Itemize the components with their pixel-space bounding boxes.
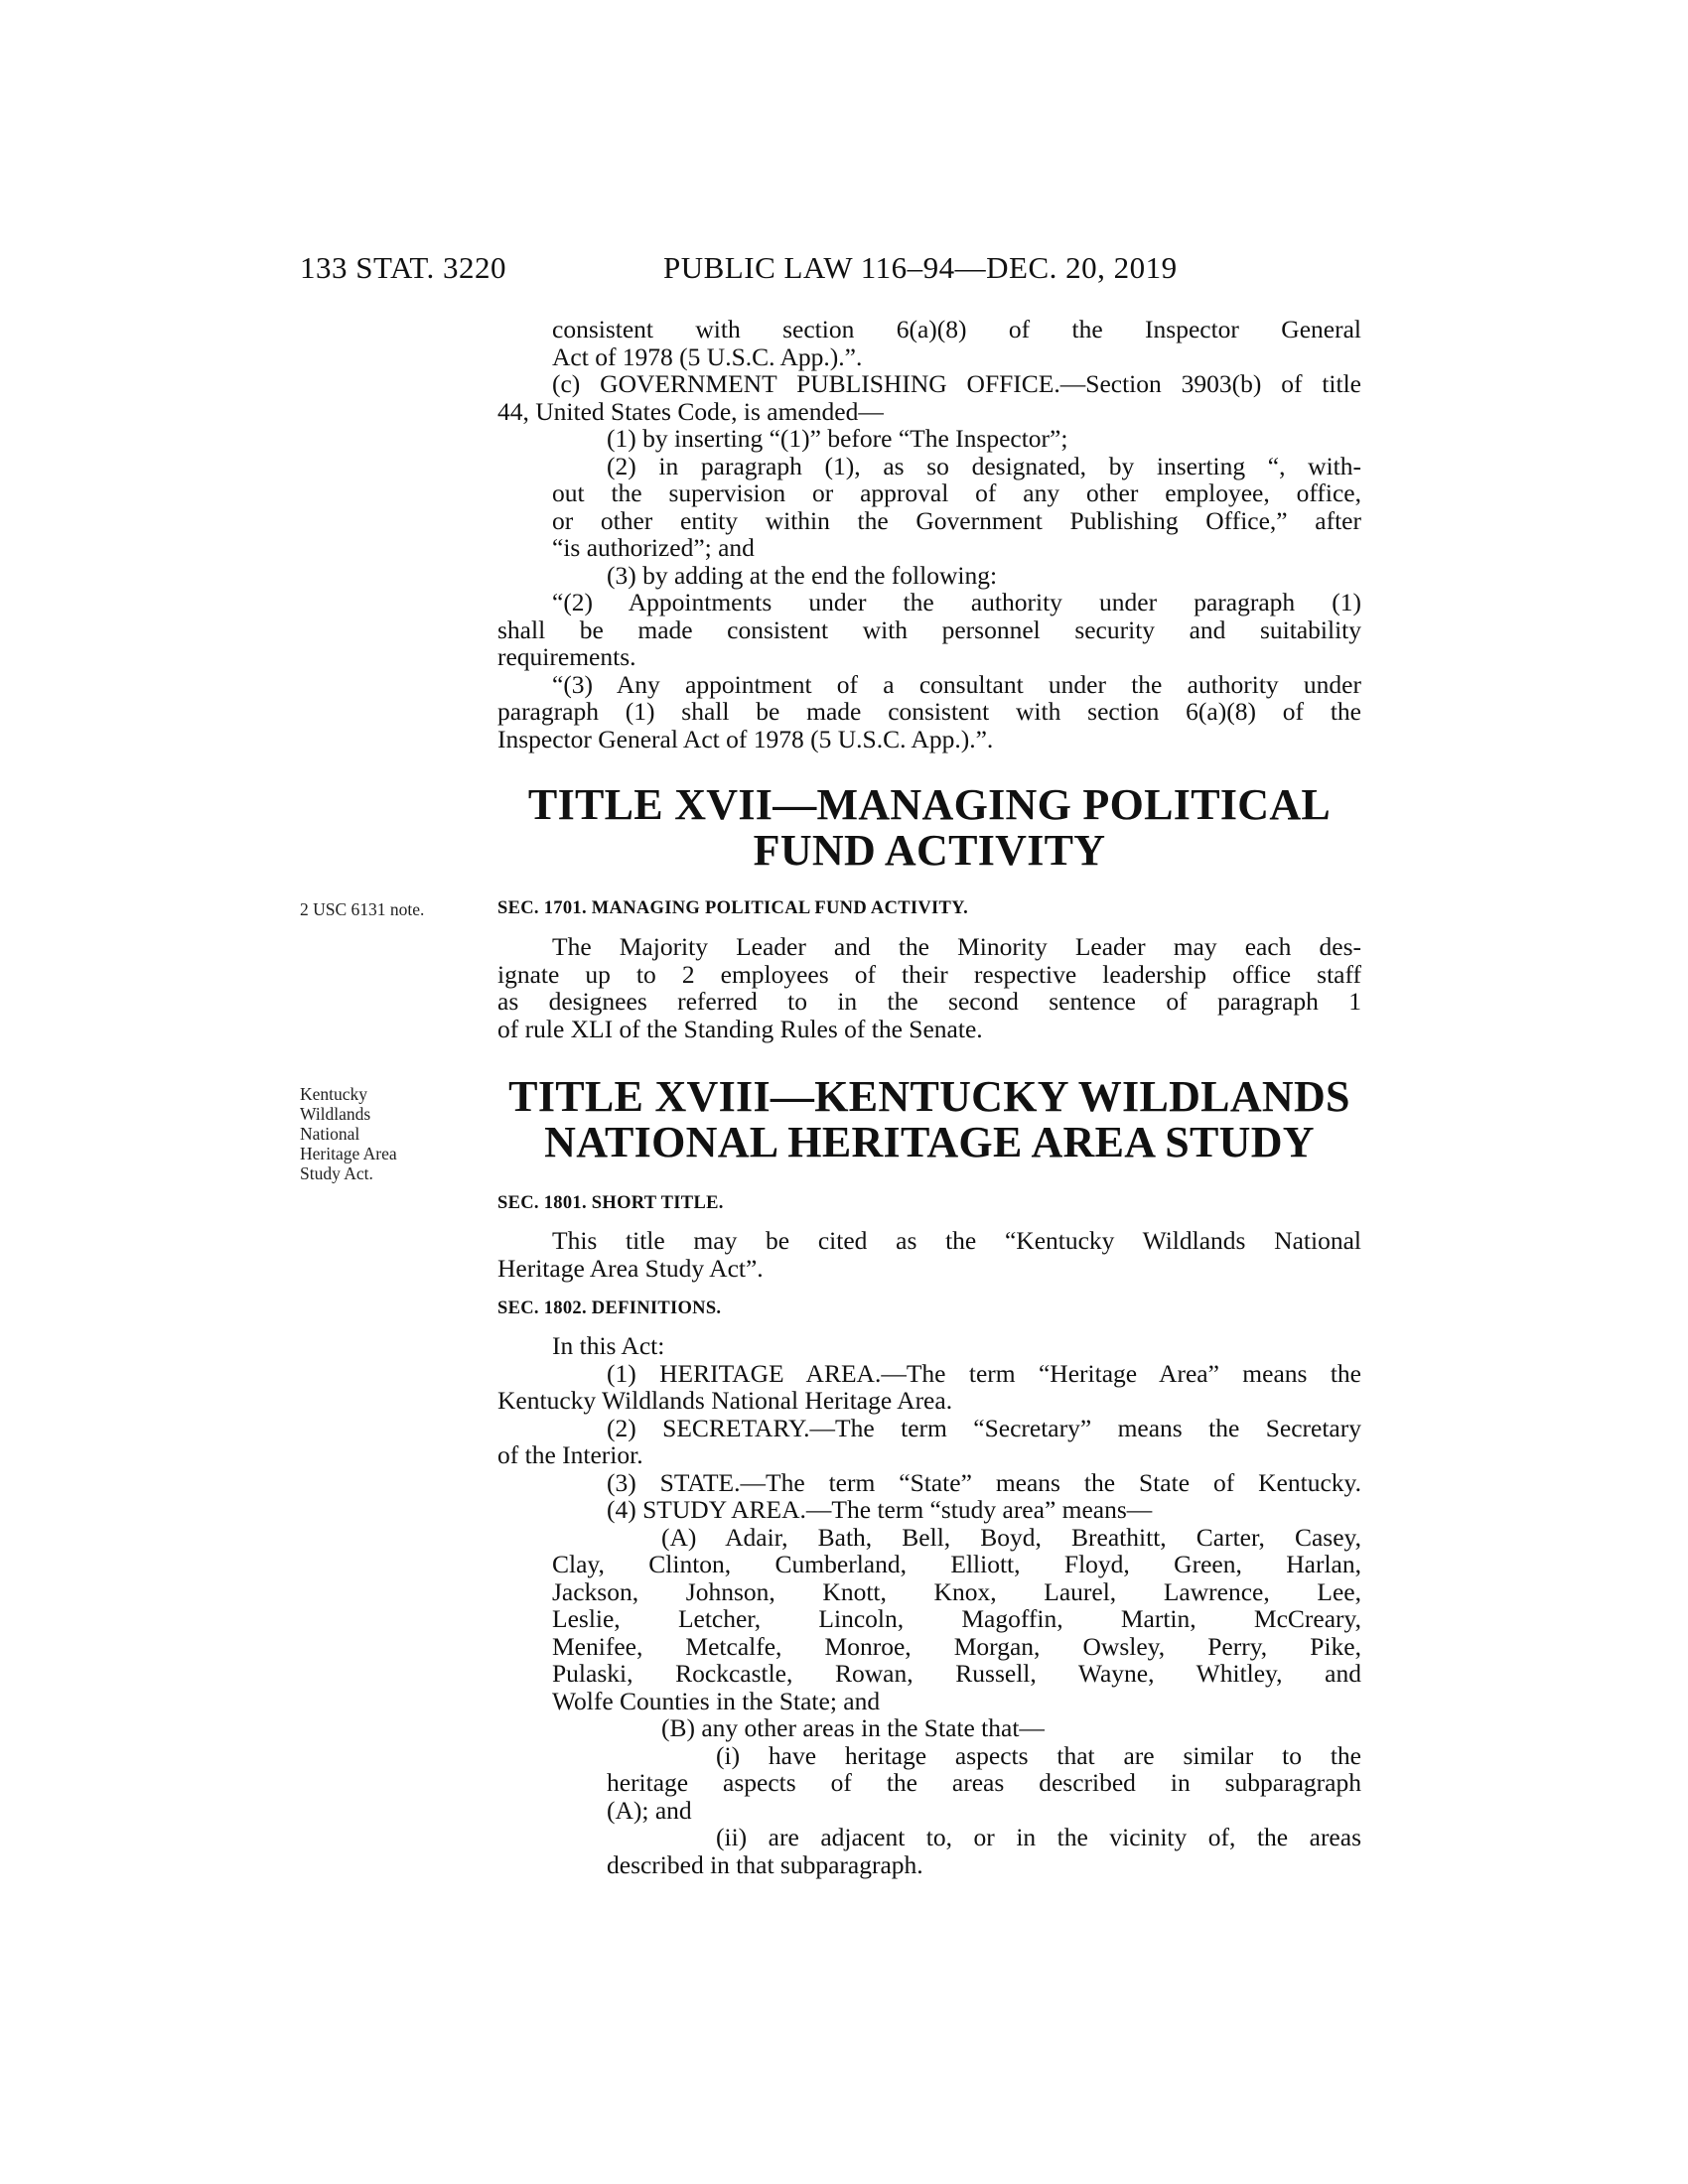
title-line: FUND ACTIVITY — [753, 826, 1106, 875]
margin-note-line: Heritage Area — [300, 1144, 397, 1163]
running-head — [0, 250, 1688, 290]
text-line: (A); and — [607, 1795, 692, 1825]
text-line: described in that subparagraph. — [607, 1849, 923, 1879]
margin-note-short-title — [300, 1084, 397, 1183]
text-line: as designees referred to in the second sentence of paragraph 1 — [497, 987, 1361, 1016]
text-line: out the supervision or approval of any other employee, office, — [552, 478, 1361, 507]
section-1701-body — [497, 933, 1361, 1042]
text-line: Kentucky Wildlands National Heritage Area. — [497, 1386, 953, 1415]
text-line: shall be made consistent with personnel security and suitability — [497, 614, 1361, 644]
text-line: (ii) are adjacent to, or in the vicinity of, the areas — [716, 1823, 1361, 1851]
text-line: (3) STATE.—The term “State” means the State of Kentucky. — [607, 1467, 1361, 1497]
text-line: requirements. — [497, 642, 636, 671]
text-line: (1) by inserting “(1)” before “The Inspector”; — [607, 424, 1068, 453]
section-heading-1801: SEC. 1801. SHORT TITLE. — [497, 1193, 724, 1213]
text-line: Act of 1978 (5 U.S.C. App.).”. — [552, 341, 863, 371]
title-xviii-heading — [497, 1074, 1361, 1165]
text-line: of the Interior. — [497, 1440, 643, 1469]
text-line: ignate up to 2 employees of their respective leadership office staff — [497, 959, 1361, 989]
text-line: (4) STUDY AREA.—The term “study area” means— — [607, 1495, 1153, 1524]
title-line: TITLE XVII—MANAGING POLITICAL — [527, 780, 1332, 829]
text-line: The Majority Leader and the Minority Leader may each des- — [552, 932, 1361, 961]
text-line: Jackson, Johnson, Knott, Knox, Laurel, Lawrence, Lee, — [552, 1576, 1361, 1606]
text-line: (A) Adair, Bath, Bell, Boyd, Breathitt, Carter, Casey, — [661, 1522, 1361, 1552]
section-heading-1802: SEC. 1802. DEFINITIONS. — [497, 1298, 722, 1318]
margin-note-line: Kentucky — [300, 1084, 368, 1104]
text-line: “is authorized”; and — [552, 533, 755, 562]
text-line: or other entity within the Government Publishing Office,” after — [552, 505, 1361, 535]
title-line: NATIONAL HERITAGE AREA STUDY — [544, 1118, 1315, 1166]
text-line: (2) SECRETARY.—The term “Secretary” means the Secretary — [607, 1413, 1361, 1442]
margin-note-line: Study Act. — [300, 1163, 373, 1183]
text-line: “(2) Appointments under the authority under paragraph (1) — [552, 588, 1361, 616]
text-line: This title may be cited as the “Kentucky Wildlands National — [552, 1226, 1361, 1255]
section-heading-1701: SEC. 1701. MANAGING POLITICAL FUND ACTIVITY. — [497, 898, 969, 918]
text-line: Pulaski, Rockcastle, Rowan, Russell, Wayne, Whitley, and — [552, 1659, 1361, 1688]
text-line: Wolfe Counties in the State; and — [552, 1686, 881, 1715]
text-line: paragraph (1) shall be made consistent with section 6(a)(8) of the — [497, 697, 1361, 726]
text-line: (i) have heritage aspects that are similar to the — [716, 1740, 1361, 1770]
text-line: heritage aspects of the areas described in subparagraph — [607, 1768, 1361, 1797]
statute-citation: 133 STAT. 3220 — [300, 250, 507, 285]
title-line: TITLE XVIII—KENTUCKY WILDLANDS — [508, 1072, 1350, 1121]
title-xvii-heading — [497, 782, 1361, 874]
text-line: (2) in paragraph (1), as so designated, by inserting “, with- — [607, 451, 1361, 480]
text-line: (1) HERITAGE AREA.—The term “Heritage Area” means the — [607, 1358, 1361, 1388]
text-line: (3) by adding at the end the following: — [607, 560, 998, 590]
margin-note-usc: 2 USC 6131 note. — [300, 899, 425, 919]
text-line: (c) GOVERNMENT PUBLISHING OFFICE.—Section 3903(b) of title — [552, 369, 1361, 398]
section-1801-body — [497, 1227, 1361, 1282]
text-line: Heritage Area Study Act”. — [497, 1253, 764, 1283]
margin-note-line: Wildlands — [300, 1104, 371, 1124]
margin-note-line: National — [300, 1124, 360, 1144]
text-line: 44, United States Code, is amended— — [497, 396, 884, 426]
text-line: Clay, Clinton, Cumberland, Elliott, Floyd, Green, Harlan, — [552, 1550, 1361, 1578]
continued-text-block — [497, 316, 1361, 752]
text-line: Inspector General Act of 1978 (5 U.S.C. App.).”. — [497, 724, 994, 753]
text-line: Menifee, Metcalfe, Monroe, Morgan, Owsley, Perry, Pike, — [552, 1631, 1361, 1661]
section-1802-body — [497, 1332, 1361, 1878]
text-line: of rule XLI of the Standing Rules of the Senate. — [497, 1014, 983, 1043]
text-line: Leslie, Letcher, Lincoln, Magoffin, Martin, McCreary, — [552, 1604, 1361, 1633]
text-line: In this Act: — [552, 1331, 665, 1360]
text-line: (B) any other areas in the State that— — [661, 1713, 1045, 1742]
public-law-citation: PUBLIC LAW 116–94—DEC. 20, 2019 — [663, 250, 1178, 285]
text-line: “(3) Any appointment of a consultant under the authority under — [552, 669, 1361, 699]
text-line: consistent with section 6(a)(8) of the Inspector General — [552, 315, 1361, 343]
